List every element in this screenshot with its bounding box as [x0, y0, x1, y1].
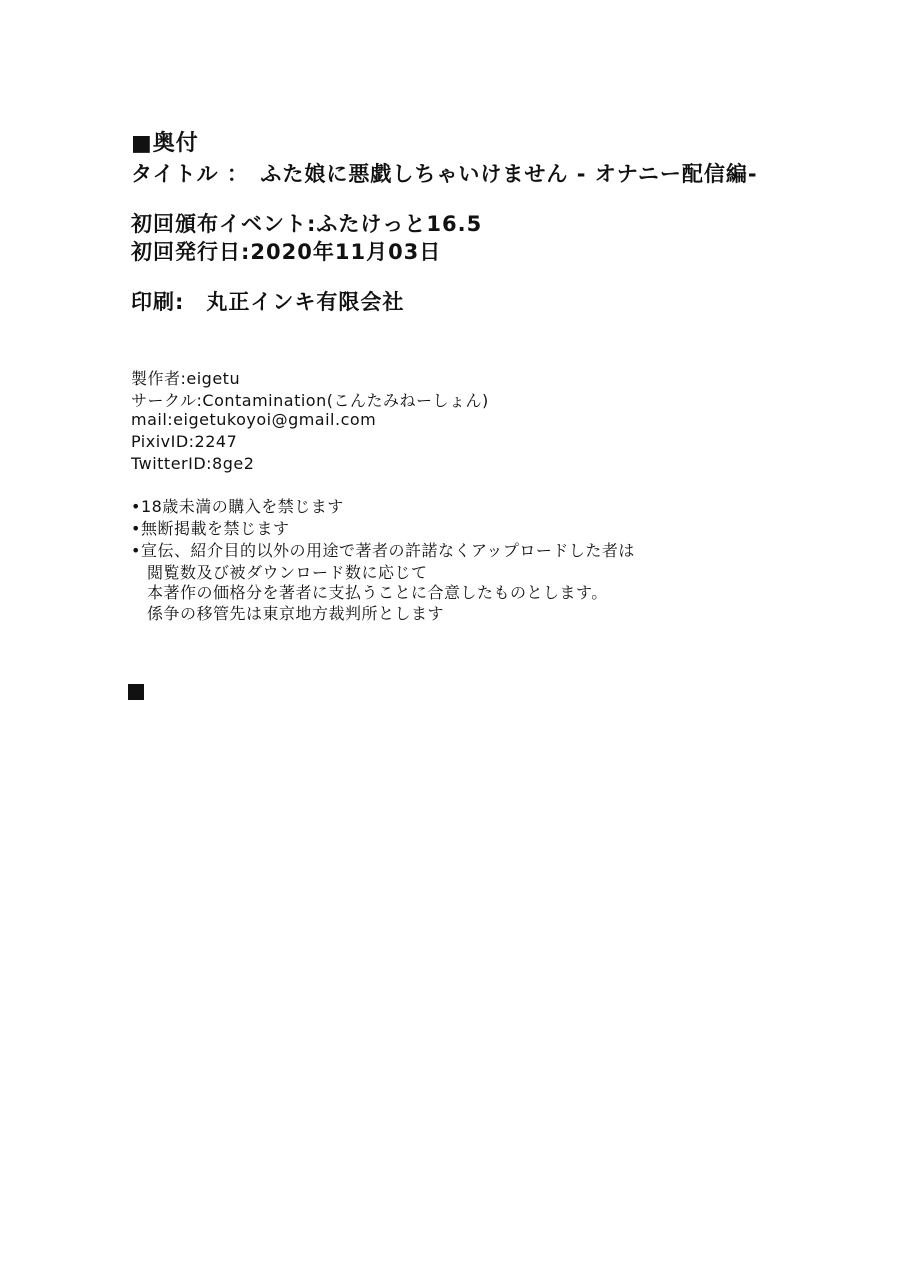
title-line: タイトル ： ふた娘に悪戯しちゃいけません - オナニー配信編- — [131, 162, 758, 186]
creator-line: 製作者:eigetu — [131, 369, 241, 388]
notice-item: •無断掲載を禁じます — [131, 519, 290, 538]
colophon-heading: ■奥付 — [131, 131, 199, 156]
twitter-line: TwitterID:8ge2 — [131, 454, 255, 473]
printer-line: 印刷: 丸正インキ有限会社 — [131, 290, 405, 314]
mail-line: mail:eigetukoyoi@gmail.com — [131, 410, 377, 429]
notice-item: 閲覧数及び被ダウンロード数に応じて — [147, 563, 428, 582]
pixiv-line: PixivID:2247 — [131, 432, 238, 451]
publish-date-line: 初回発行日:2020年11月03日 — [131, 240, 442, 264]
notice-item: •18歳未満の購入を禁じます — [131, 497, 344, 516]
event-line: 初回頒布イベント:ふたけっと16.5 — [131, 212, 483, 236]
circle-line: サークル:Contamination(こんたみねーしょん) — [131, 391, 489, 410]
notice-item: 本著作の価格分を著者に支払うことに合意したものとします。 — [147, 583, 608, 602]
notice-item: •宣伝、紹介目的以外の用途で著者の許諾なくアップロードした者は — [131, 541, 635, 560]
black-square-mark — [128, 684, 144, 700]
notice-item: 係争の移管先は東京地方裁判所とします — [147, 604, 445, 623]
